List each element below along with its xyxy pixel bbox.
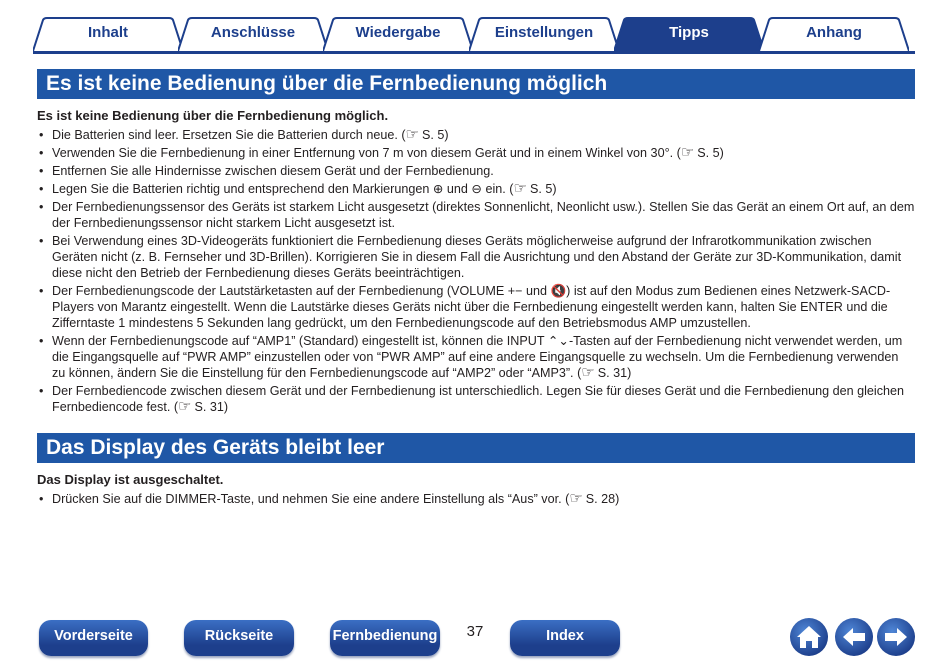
page-reference[interactable]: (☞ S. 31) bbox=[577, 364, 632, 381]
bullet-list bbox=[37, 127, 915, 417]
arrow-left-icon bbox=[835, 618, 873, 656]
tab-label: Anhang bbox=[806, 24, 862, 41]
page-reference[interactable]: (☞ S. 5) bbox=[509, 180, 557, 197]
remote-control-button[interactable]: Fernbedienung bbox=[330, 620, 440, 656]
home-icon bbox=[790, 618, 828, 656]
list-item bbox=[37, 491, 915, 507]
item-text: Bei Verwendung eines 3D-Videogeräts funktioniert die Fernbedienung dieses Geräts möglicherweise aufgrund der Infrarotkommunikation zwischen Geräten nicht (z. B. Fernseher und 3D-Brillen). Korrigieren Sie in diesem Fall die Ausrichtung und den Abstand der Geräte zur 3D-Kommunikation, damit diese nicht den Betrieb der Fernbedienung dieses Geräts beeinträchtigen. bbox=[52, 234, 902, 280]
list-item bbox=[37, 127, 915, 143]
page-reference[interactable]: (☞ S. 5) bbox=[401, 126, 449, 143]
item-text: Verwenden Sie die Fernbedienung in einer Entfernung von 7 m von diesem Gerät und in einem Winkel von 30°. bbox=[52, 146, 674, 160]
page-reference[interactable]: (☞ S. 5) bbox=[676, 144, 724, 161]
list-item bbox=[37, 145, 915, 161]
item-text: Die Batterien sind leer. Ersetzen Sie die Batterien durch neue. bbox=[52, 128, 398, 142]
item-text: Wenn der Fernbedienungscode auf “AMP1” (Standard) eingestellt ist, können die INPUT ⌃⌄-Tasten auf der Fernbedienung nicht verwendet werden, um die Eingangsquelle auf “PWR AMP” einzustellen oder von “PWR AMP” auf eine andere Eingangsquelle zu wechseln. Um die Fernbedienung verwenden zu können, ändern Sie die Einstellung für den Fernbedienungscode auf “AMP2” oder “AMP3”. bbox=[52, 334, 903, 380]
tab-tipps[interactable] bbox=[614, 17, 764, 51]
tab-label: Tipps bbox=[669, 24, 709, 41]
next-page-button[interactable] bbox=[877, 618, 915, 656]
item-text: Entfernen Sie alle Hindernisse zwischen diesem Gerät und der Fernbedienung. bbox=[52, 164, 494, 178]
list-item bbox=[37, 199, 915, 231]
bullet-list bbox=[37, 491, 915, 509]
tab-anschluesse[interactable] bbox=[178, 17, 328, 51]
list-item bbox=[37, 383, 915, 415]
list-item bbox=[37, 283, 915, 331]
list-item bbox=[37, 163, 915, 179]
page-reference[interactable]: (☞ S. 28) bbox=[565, 490, 620, 507]
page-number: 37 bbox=[466, 623, 484, 640]
arrow-right-icon bbox=[877, 618, 915, 656]
previous-page-button[interactable] bbox=[835, 618, 873, 656]
reference-page: S. 28 bbox=[585, 492, 616, 506]
tab-label: Wiedergabe bbox=[355, 24, 441, 41]
tab-label: Anschlüsse bbox=[210, 24, 296, 41]
reference-page: S. 31 bbox=[597, 366, 628, 380]
list-item bbox=[37, 333, 915, 381]
tab-label: Einstellungen bbox=[494, 24, 594, 41]
tab-label: Inhalt bbox=[88, 24, 128, 41]
section-subheading: Das Display ist ausgeschaltet. bbox=[37, 472, 224, 487]
section-heading: Es ist keine Bedienung über die Fernbedienung möglich bbox=[37, 69, 915, 99]
front-page-button[interactable]: Vorderseite bbox=[39, 620, 148, 656]
list-item bbox=[37, 233, 915, 281]
section-heading: Das Display des Geräts bleibt leer bbox=[37, 433, 915, 463]
tab-bar bbox=[0, 0, 950, 56]
reference-page: S. 31 bbox=[194, 400, 224, 414]
item-text: Drücken Sie auf die DIMMER-Taste, und nehmen Sie eine andere Einstellung als “Aus” vor. bbox=[52, 492, 562, 506]
page-reference[interactable]: (☞ S. 31) bbox=[173, 398, 229, 415]
reference-page: S. 5 bbox=[422, 128, 445, 142]
tab-inhalt[interactable] bbox=[33, 17, 183, 51]
reference-page: S. 5 bbox=[529, 182, 553, 196]
tab-underline bbox=[33, 51, 915, 54]
home-button[interactable] bbox=[790, 618, 828, 656]
item-text: Legen Sie die Batterien richtig und entsprechend den Markierungen ⊕ und ⊖ ein. bbox=[52, 182, 506, 196]
back-page-button[interactable]: Rückseite bbox=[184, 620, 294, 656]
tab-anhang[interactable] bbox=[759, 17, 909, 51]
index-button[interactable]: Index bbox=[510, 620, 620, 656]
section-subheading: Es ist keine Bedienung über die Fernbedienung möglich. bbox=[37, 108, 389, 123]
item-text: Der Fernbedienungssensor des Geräts ist starkem Licht ausgesetzt (direktes Sonnenlicht, Neonlicht usw.). Stellen Sie das Gerät an einem Ort auf, an dem der Fernbedienungssensor nicht starkem Licht ausgesetzt ist. bbox=[52, 200, 915, 230]
pointing-hand-icon: ☞ bbox=[680, 144, 695, 161]
tab-wiedergabe[interactable] bbox=[323, 17, 473, 51]
item-text: Der Fernbedienungscode der Lautstärketasten auf der Fernbedienung (VOLUME +− und 🔇) ist auf den Modus zum Bedienen eines Netzwerk-SACD-Players von Marantz eingestellt. Wenn die Lautstärke dieses Geräts nicht über die Fernbedienung eingestellt werden kann, halten Sie ENTER und die Zifferntaste 1 mindestens 5 Sekunden lang gedrückt, um den Fernbedienungscode auf den Betriebsmodus AMP umzustellen. bbox=[52, 284, 891, 330]
reference-page: S. 5 bbox=[697, 146, 720, 160]
pointing-hand-icon: ☞ bbox=[513, 180, 527, 197]
item-text: Der Fernbediencode zwischen diesem Gerät und der Fernbedienung ist unterschiedlich. Legen Sie für dieses Gerät und die Fernbedienung den gleichen Fernbediencode fest. bbox=[52, 384, 905, 414]
tab-einstellungen[interactable] bbox=[469, 17, 619, 51]
pointing-hand-icon: ☞ bbox=[405, 126, 419, 143]
list-item bbox=[37, 181, 915, 197]
pointing-hand-icon: ☞ bbox=[569, 490, 583, 507]
pointing-hand-icon: ☞ bbox=[178, 398, 192, 415]
pointing-hand-icon: ☞ bbox=[581, 364, 595, 381]
